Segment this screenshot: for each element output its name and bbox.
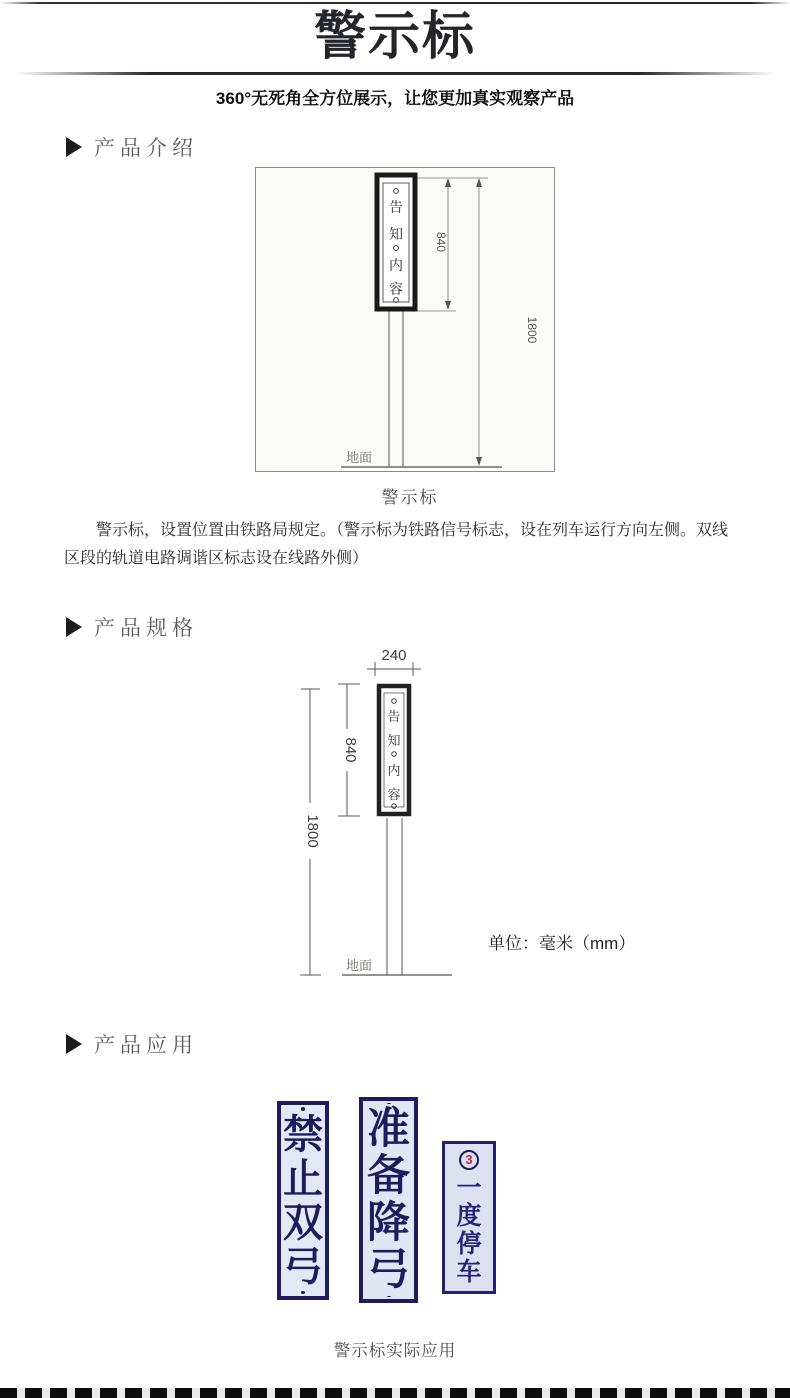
ground-label: 地面 bbox=[346, 958, 373, 973]
mounting-hole-dot bbox=[301, 1107, 305, 1111]
sign-char: 双 bbox=[283, 1200, 323, 1245]
dim-label-240: 240 bbox=[381, 647, 407, 664]
section-header-intro bbox=[66, 132, 198, 162]
sign-char: 内 bbox=[387, 763, 401, 778]
sign-char: 一 bbox=[456, 1173, 482, 1202]
sign-char: 弓 bbox=[283, 1244, 323, 1289]
intro-diagram bbox=[255, 167, 555, 472]
app-sign-jinzhishuanggong bbox=[277, 1101, 329, 1300]
sign-char: 车 bbox=[456, 1257, 482, 1286]
ground-label: 地面 bbox=[346, 450, 373, 465]
sign-char: 知 bbox=[387, 733, 401, 748]
dim-label-1800: 1800 bbox=[304, 814, 321, 848]
dim-label-840: 840 bbox=[342, 737, 359, 763]
unit-note: 单位：毫米（mm） bbox=[488, 934, 636, 953]
sign-char: 禁 bbox=[283, 1112, 323, 1157]
sign-char: 备 bbox=[367, 1152, 410, 1200]
section-header-spec bbox=[66, 612, 198, 642]
sign-char: 止 bbox=[283, 1156, 323, 1201]
section-label-intro: 产品介绍 bbox=[94, 137, 198, 160]
section-header-app bbox=[66, 1029, 198, 1059]
triangle-marker-icon bbox=[66, 617, 82, 637]
sign-char: 弓 bbox=[367, 1246, 410, 1294]
intro-paragraph: 警示标，设置位置由铁路局规定。（警示标为铁路信号标志，设在列车运行方向左侧。双线区段的轨道电路调谐区标志设在线路外侧） bbox=[64, 522, 729, 567]
title-divider-line bbox=[15, 72, 775, 75]
dim-label-1800: 1800 bbox=[525, 316, 539, 344]
app-sign-yidutingche bbox=[442, 1141, 496, 1294]
triangle-marker-icon bbox=[66, 1034, 82, 1054]
sign-char: 降 bbox=[367, 1199, 410, 1247]
page-subtitle: 360°无死角全方位展示，让您更加真实观察产品 bbox=[215, 89, 575, 108]
sign-char: 容 bbox=[387, 787, 401, 802]
sign-char: 容 bbox=[389, 281, 403, 297]
section-label-spec: 产品规格 bbox=[94, 617, 198, 640]
intro-diagram-svg bbox=[256, 168, 554, 471]
triangle-marker-icon bbox=[66, 137, 82, 157]
sign-char: 准 bbox=[367, 1105, 410, 1153]
mounting-hole-dot bbox=[387, 1103, 391, 1104]
arrowhead bbox=[445, 301, 451, 310]
sign-char: 度 bbox=[456, 1201, 482, 1230]
app-caption: 警示标实际应用 bbox=[333, 1342, 457, 1360]
arrowhead bbox=[476, 178, 482, 187]
intro-diagram-caption: 警示标 bbox=[381, 488, 439, 507]
arrowhead bbox=[476, 457, 482, 466]
arrowhead bbox=[445, 178, 451, 187]
page-title: 警示标 bbox=[313, 7, 476, 67]
footer-divider-strip bbox=[0, 1388, 790, 1398]
mounting-hole-dot bbox=[301, 1291, 305, 1295]
sign-char: 知 bbox=[389, 226, 403, 242]
app-sign-zhunbeijianggong bbox=[359, 1097, 418, 1303]
sign-char: 内 bbox=[389, 257, 403, 273]
dim-label-840: 840 bbox=[434, 231, 448, 253]
mounting-hole-dot bbox=[387, 1296, 391, 1297]
sign-char: 告 bbox=[389, 199, 403, 215]
circled-number-badge: 3 bbox=[459, 1150, 479, 1170]
sign-char: 告 bbox=[387, 709, 401, 724]
section-label-app: 产品应用 bbox=[94, 1034, 198, 1057]
sign-char: 停 bbox=[456, 1229, 482, 1258]
